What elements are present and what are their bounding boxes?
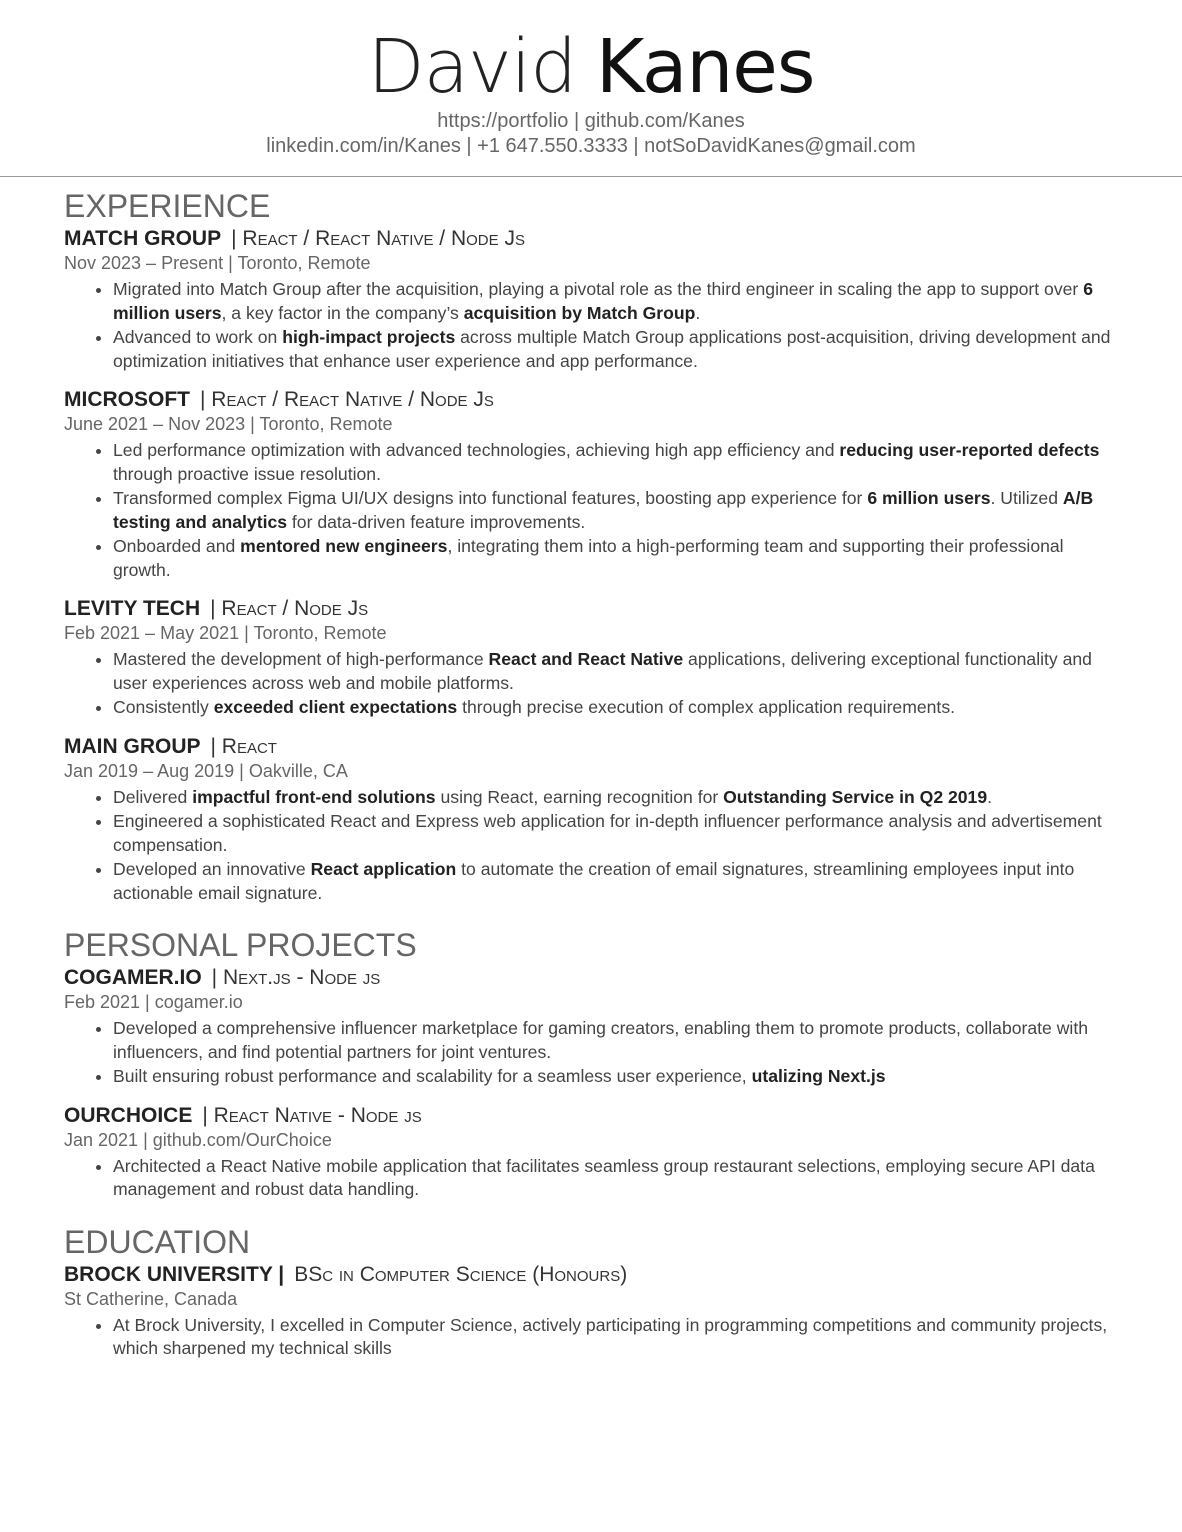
education-entries bbox=[64, 1262, 1122, 1361]
projects-entries bbox=[64, 965, 1122, 1202]
bullet-item bbox=[113, 278, 1122, 325]
tech-stack: | React / React Native / Node Js bbox=[200, 388, 494, 411]
bullet-text: through precise execution of complex application requirements. bbox=[457, 697, 956, 717]
highlight-text: acquisition by Match Group bbox=[463, 302, 696, 323]
bullet-text: for data-driven feature improvements. bbox=[287, 511, 586, 532]
entry-heading bbox=[64, 387, 1122, 413]
entry bbox=[64, 596, 1122, 720]
entry-heading bbox=[64, 596, 1122, 622]
entry-heading bbox=[64, 734, 1122, 760]
bullet-list bbox=[64, 439, 1122, 582]
highlight-text: Outstanding Service in Q2 2019 bbox=[723, 786, 988, 807]
bullet-list bbox=[64, 1017, 1122, 1089]
entry bbox=[64, 734, 1122, 906]
entry-date-location: Jan 2021 | github.com/OurChoice bbox=[64, 1129, 332, 1150]
entry-date-location: Feb 2021 – May 2021 | Toronto, Remote bbox=[64, 623, 387, 643]
bullet-item bbox=[113, 648, 1122, 695]
bullet-text: At Brock University, I excelled in Computer Science, actively participating in programming competitions and community projects, which sharpened my technical skills bbox=[113, 1314, 1108, 1358]
bullet-text: Advanced to work on bbox=[113, 327, 283, 347]
bullet-text: through proactive issue resolution. bbox=[113, 463, 381, 484]
bullet-text: Engineered a sophisticated React and Express web application for in-depth influencer performance analysis and advertisement compensation. bbox=[113, 811, 1102, 855]
bullet-text: Onboarded and bbox=[113, 536, 241, 556]
bullet-text: , integrating them into a high-performing team and supporting their professional growth. bbox=[113, 536, 1064, 580]
bullet-item bbox=[113, 439, 1122, 486]
organization-name: MAIN GROUP bbox=[64, 734, 201, 758]
section-title-projects: PERSONAL PROJECTS bbox=[64, 927, 417, 963]
bullet-item bbox=[113, 535, 1122, 582]
entry-date-location: Jan 2019 – Aug 2019 | Oakville, CA bbox=[64, 760, 348, 781]
bullet-item bbox=[113, 1065, 1122, 1089]
bullet-text: Transformed complex Figma UI/UX designs into functional features, boosting app experience for bbox=[113, 488, 868, 508]
bullet-text: . bbox=[695, 302, 701, 323]
highlight-text: 6 million users bbox=[867, 488, 991, 508]
bullet-text: . bbox=[987, 786, 993, 807]
entry bbox=[64, 1103, 1122, 1202]
organization-name: MICROSOFT bbox=[64, 388, 190, 411]
experience-section bbox=[64, 186, 1122, 905]
bullet-item bbox=[113, 1314, 1122, 1361]
education-section bbox=[64, 1222, 1122, 1361]
entry-heading bbox=[64, 1103, 1122, 1129]
bullet-item bbox=[113, 1155, 1122, 1202]
entry-heading bbox=[64, 226, 1122, 252]
highlight-text: mentored new engineers bbox=[240, 536, 448, 556]
entry-heading bbox=[64, 1262, 1122, 1288]
tech-stack: | React / React Native / Node Js bbox=[231, 227, 525, 250]
bullet-text: across multiple Match Group applications post-acquisition, driving development and optimization initiatives that enhance user experience and app performance. bbox=[113, 327, 1111, 371]
bullet-text: , a key factor in the company’s bbox=[221, 302, 464, 323]
resume-header bbox=[0, 0, 1182, 158]
bullet-text: to automate the creation of email signatures, streamlining employees input into actionable email signature. bbox=[113, 859, 1075, 903]
entry-date-location: June 2021 – Nov 2023 | Toronto, Remote bbox=[64, 414, 393, 434]
entry-date-location: St Catherine, Canada bbox=[64, 1288, 238, 1309]
bullet-text: . Utilized bbox=[990, 488, 1063, 508]
first-name: David bbox=[367, 24, 577, 110]
entry bbox=[64, 1262, 1122, 1361]
entry-date-location: Feb 2021 | cogamer.io bbox=[64, 992, 243, 1012]
bullet-text: Delivered bbox=[113, 786, 193, 807]
entry bbox=[64, 387, 1122, 582]
contact-line-details[interactable]: linkedin.com/in/Kanes | +1 647.550.3333 | notSoDavidKanes@gmail.com bbox=[266, 135, 916, 157]
header-divider bbox=[0, 176, 1182, 177]
bullet-item bbox=[113, 487, 1122, 534]
highlight-text: A/B testing and analytics bbox=[113, 488, 1094, 532]
bullet-text: Developed a comprehensive influencer marketplace for gaming creators, enabling them to promote products, collaborate with influencers, and find potential partners for joint ventures. bbox=[113, 1018, 1089, 1062]
entry bbox=[64, 965, 1122, 1089]
bullet-text: Developed an innovative bbox=[113, 859, 311, 879]
candidate-name bbox=[0, 26, 1182, 108]
tech-stack: | React / Node Js bbox=[210, 597, 369, 620]
section-title-education: EDUCATION bbox=[64, 1223, 251, 1260]
organization-name: LEVITY TECH bbox=[64, 597, 201, 620]
experience-entries bbox=[64, 226, 1122, 905]
bullet-list bbox=[64, 1314, 1122, 1361]
bullet-text: applications, delivering exceptional functionality and user experiences across web and mobile platforms. bbox=[113, 649, 1092, 693]
bullet-list bbox=[64, 648, 1122, 720]
last-name: Kanes bbox=[595, 24, 815, 110]
bullet-text: using React, earning recognition for bbox=[435, 786, 724, 807]
highlight-text: high-impact projects bbox=[282, 327, 456, 347]
organization-name: OURCHOICE bbox=[64, 1103, 193, 1127]
organization-name: MATCH GROUP bbox=[64, 227, 222, 250]
highlight-text: reducing user-reported defects bbox=[839, 440, 1100, 460]
resume-body bbox=[64, 186, 1122, 1375]
highlight-text: impactful front-end solutions bbox=[192, 786, 436, 807]
bullet-item bbox=[113, 810, 1122, 857]
contact-line-links[interactable]: https://portfolio | github.com/Kanes bbox=[437, 110, 745, 132]
bullet-text: Architected a React Native mobile application that facilitates seamless group restaurant selections, employing secure API data management and robust data handling. bbox=[113, 1155, 1095, 1199]
section-title-experience: EXPERIENCE bbox=[64, 188, 271, 224]
bullet-item bbox=[113, 696, 1122, 720]
bullet-list bbox=[64, 786, 1122, 906]
highlight-text: 6 million users bbox=[113, 279, 1093, 323]
bullet-text: Led performance optimization with advanced technologies, achieving high app efficiency and bbox=[113, 440, 840, 460]
bullet-item bbox=[113, 786, 1122, 810]
organization-name: BROCK UNIVERSITY | bbox=[64, 1262, 285, 1286]
highlight-text: React and React Native bbox=[488, 649, 684, 669]
bullet-list bbox=[64, 278, 1122, 373]
entry-date-location: Nov 2023 – Present | Toronto, Remote bbox=[64, 253, 371, 273]
tech-stack: | React bbox=[210, 734, 277, 758]
highlight-text: exceeded client expectations bbox=[213, 697, 458, 717]
bullet-item bbox=[113, 1017, 1122, 1064]
projects-section bbox=[64, 925, 1122, 1202]
highlight-text: React application bbox=[310, 859, 457, 879]
bullet-item bbox=[113, 326, 1122, 373]
highlight-text: utalizing Next.js bbox=[751, 1066, 886, 1086]
tech-stack: BSc in Computer Science (Honours) bbox=[294, 1262, 628, 1286]
tech-stack: | React Native - Node js bbox=[202, 1103, 422, 1127]
bullet-list bbox=[64, 1155, 1122, 1202]
tech-stack: | Next.js - Node js bbox=[211, 966, 381, 989]
entry bbox=[64, 226, 1122, 373]
bullet-text: Migrated into Match Group after the acquisition, playing a pivotal role as the third engineer in scaling the app to support over bbox=[113, 279, 1084, 299]
entry-heading bbox=[64, 965, 1122, 991]
bullet-item bbox=[113, 858, 1122, 905]
bullet-text: Built ensuring robust performance and scalability for a seamless user experience, bbox=[113, 1066, 752, 1086]
bullet-text: Mastered the development of high-performance bbox=[113, 649, 489, 669]
organization-name: COGAMER.IO bbox=[64, 966, 202, 989]
bullet-text: Consistently bbox=[113, 697, 214, 717]
